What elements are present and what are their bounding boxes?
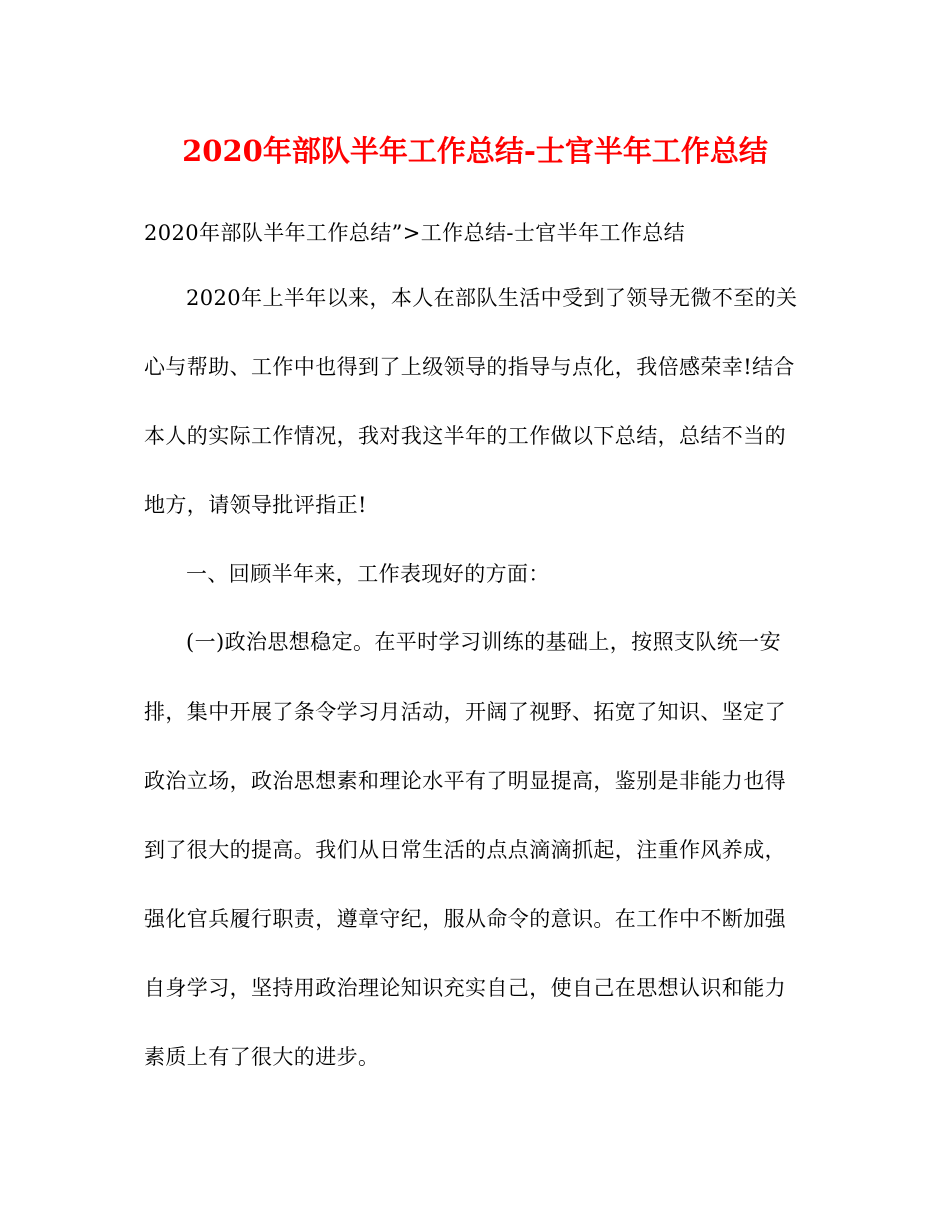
paragraph-line: 强化官兵履行职责，遵章守纪，服从命令的意识。在工作中不断加强 [144,907,786,931]
section-heading: 一、回顾半年来，工作表现好的方面： [186,562,550,586]
paragraph-line: 政治立场，政治思想素和理论水平有了明显提高，鉴别是非能力也得 [144,769,786,793]
paragraph-line: 本人的实际工作情况，我对我这半年的工作做以下总结，总结不当的 [144,424,786,448]
paragraph-line: 2020年上半年以来，本人在部队生活中受到了领导无微不至的关 [186,286,798,310]
paragraph-line: 地方，请领导批评指正! [144,493,367,517]
paragraph-line: 素质上有了很大的进步。 [144,1045,380,1069]
paragraph-line: (一)政治思想稳定。在平时学习训练的基础上，按照支队统一安 [186,630,781,654]
paragraph-line: 排，集中开展了条令学习月活动，开阔了视野、拓宽了知识、坚定了 [144,700,786,724]
document-title: 2020年部队半年工作总结-士官半年工作总结 [182,134,768,168]
paragraph-line: 心与帮助、工作中也得到了上级领导的指导与点化，我倍感荣幸!结合 [144,355,795,379]
document-subtitle: 2020年部队半年工作总结”>工作总结-士官半年工作总结 [144,221,686,245]
paragraph-line: 到了很大的提高。我们从日常生活的点点滴滴抓起，注重作风养成， [144,838,786,862]
paragraph-line: 自身学习，坚持用政治理论知识充实自己，使自己在思想认识和能力 [144,976,786,1000]
